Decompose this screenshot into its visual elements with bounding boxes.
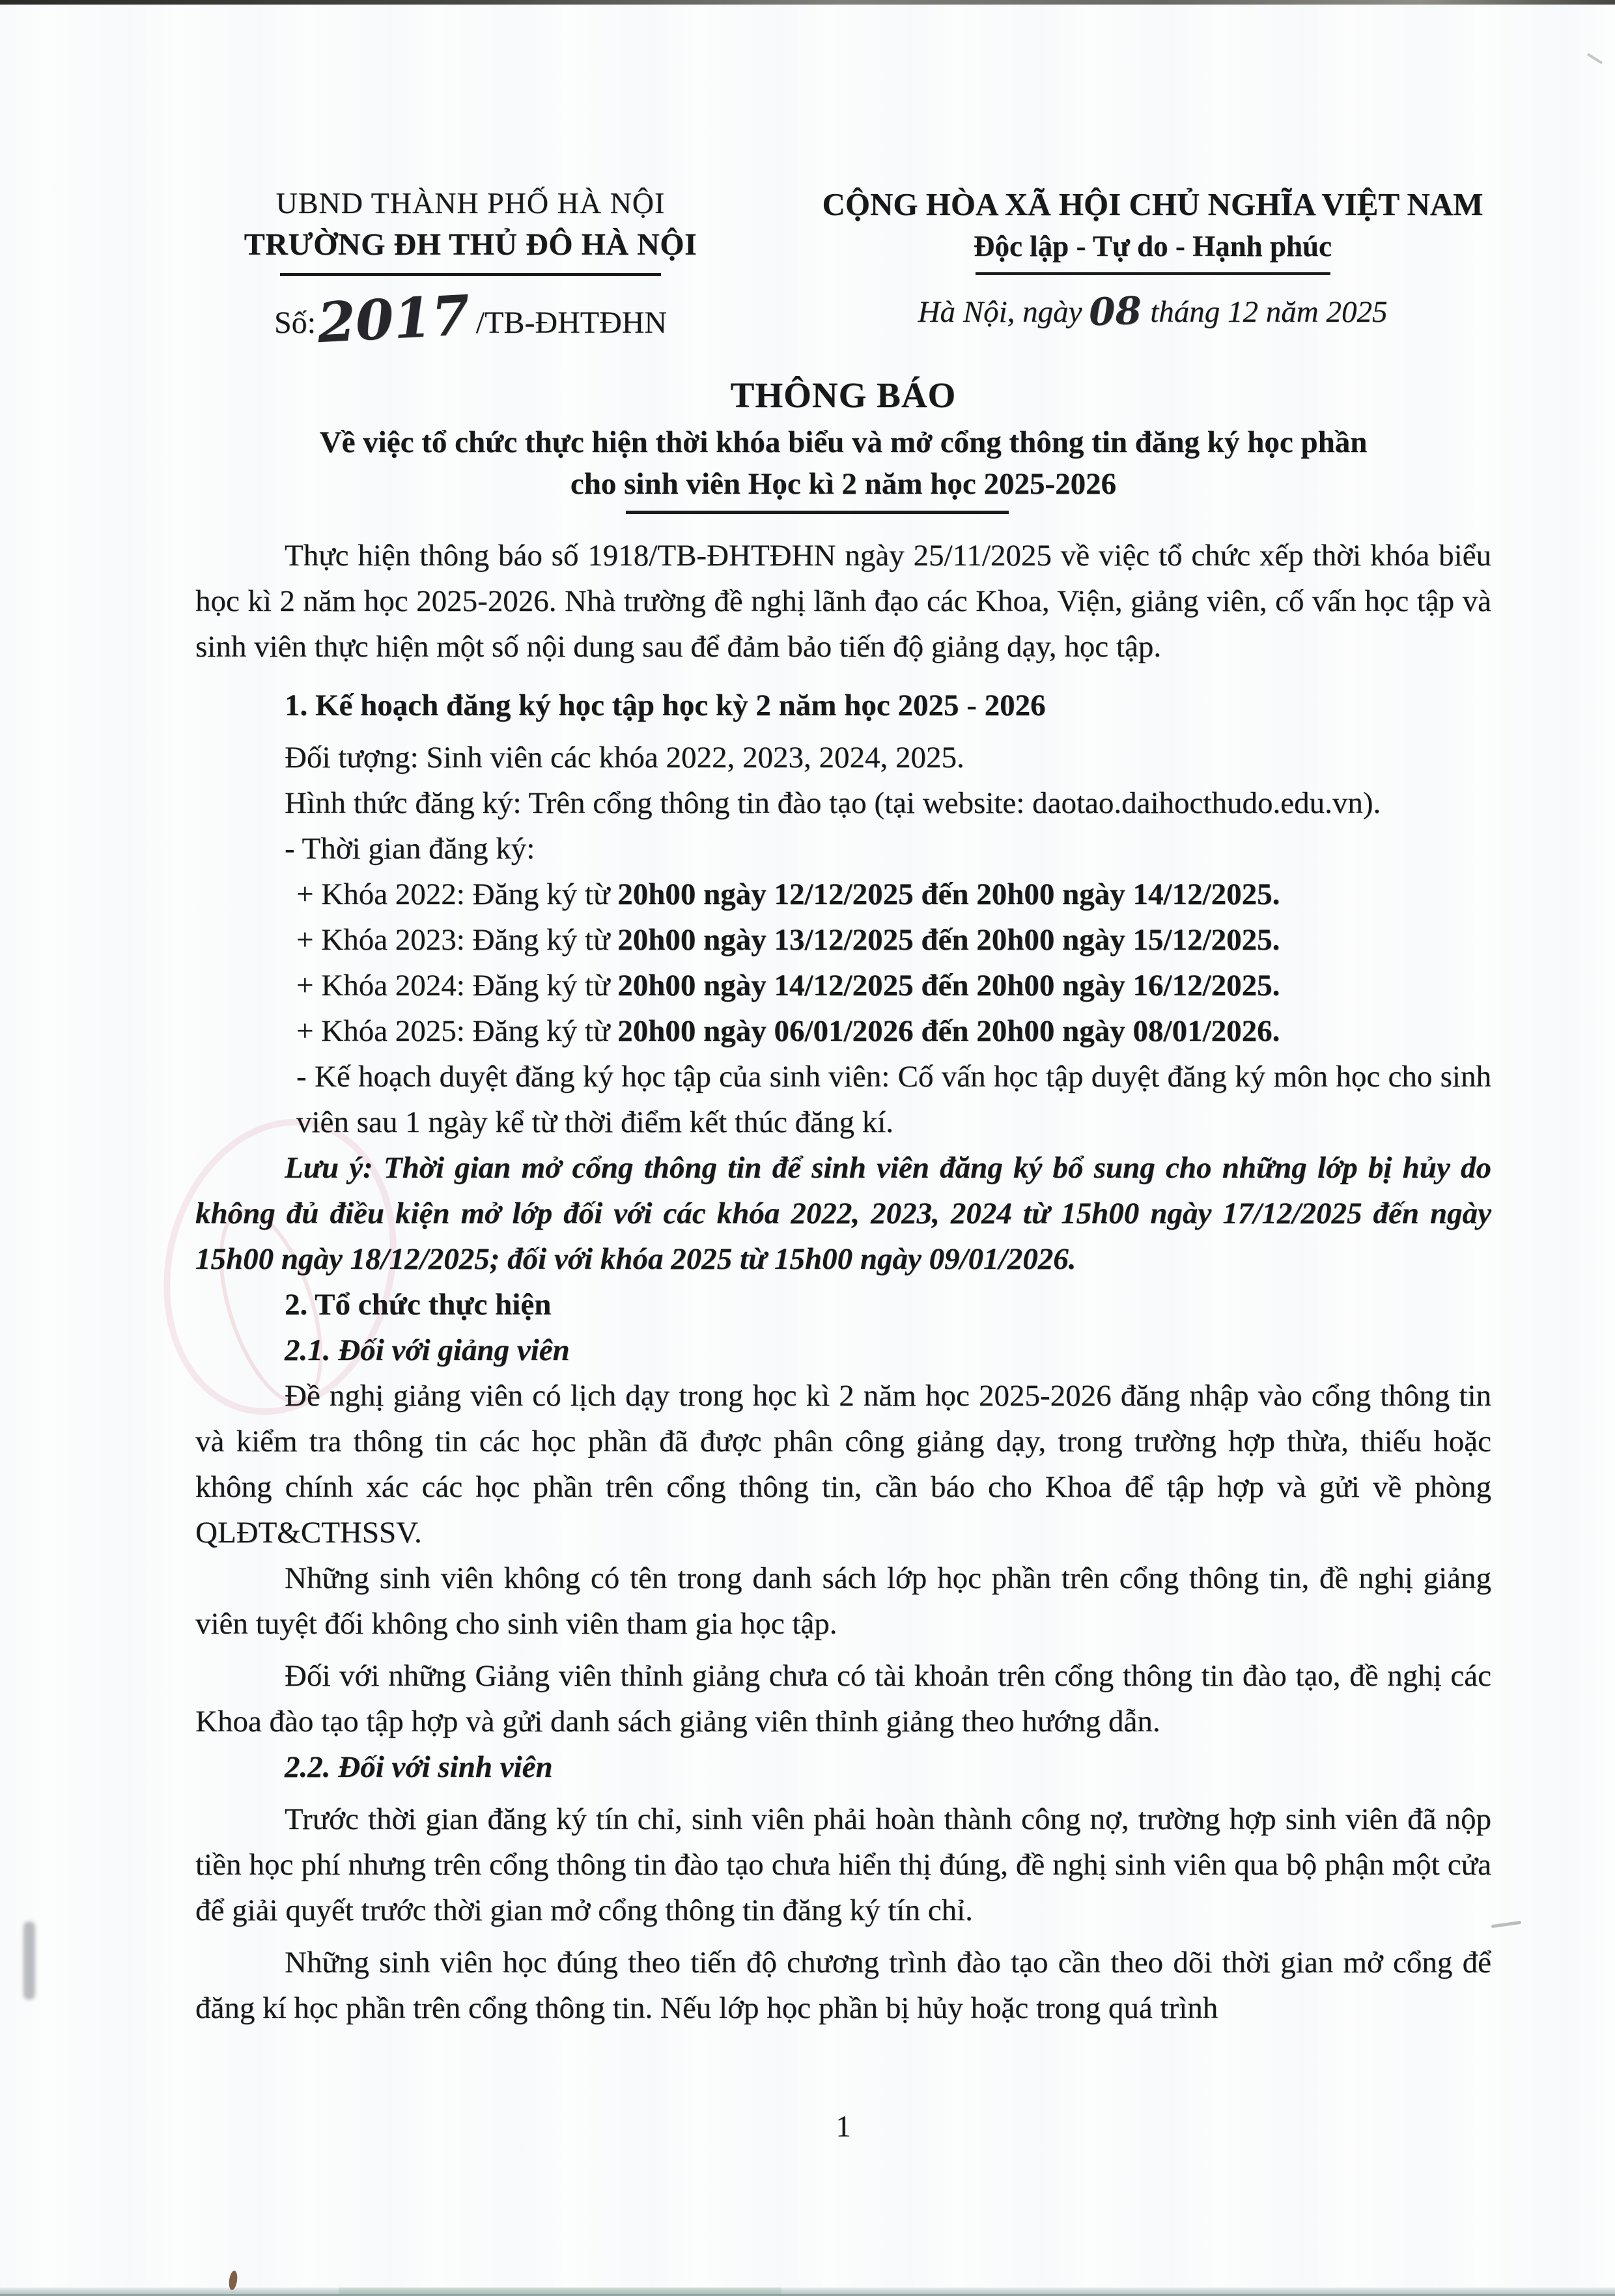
place-date-line: [794, 288, 1511, 335]
header-issuing-org: [221, 186, 720, 276]
document-subtitle-line2: cho sinh viên Học kì 2 năm học 2025-2026: [570, 467, 1117, 501]
document-title-block: [195, 375, 1491, 514]
window-dates: 20h00 ngày 13/12/2025 đến 20h00 ngày 15/12/2025.: [617, 923, 1280, 957]
section-2-heading: 2. Tổ chức thực hiện: [285, 1288, 552, 1322]
header-national-motto: [794, 186, 1511, 275]
approval-plan-paragraph: - Kế hoạch duyệt đăng ký học tập của sinh viên: Cố vấn học tập duyệt đăng ký môn học cho sinh viên sau 1 ngày kể từ thời điểm kết thúc đăng kí.: [296, 1060, 1491, 1139]
national-title: CỘNG HÒA XÃ HỘI CHỦ NGHĨA VIỆT NAM: [822, 186, 1483, 222]
scan-edge-top: [0, 0, 1615, 5]
dateline-day-handwritten: 08: [1088, 288, 1142, 335]
window-dates: 20h00 ngày 14/12/2025 đến 20h00 ngày 16/12/2025.: [617, 969, 1280, 1002]
registration-window-2023: [296, 917, 1491, 963]
window-dates: 20h00 ngày 12/12/2025 đến 20h00 ngày 14/12/2025.: [617, 877, 1280, 911]
org-underline: [280, 273, 661, 276]
org-name: TRƯỜNG ĐH THỦ ĐÔ HÀ NỘI: [244, 227, 697, 262]
section-1-heading: 1. Kế hoạch đăng ký học tập học kỳ 2 năm học 2025 - 2026: [285, 688, 1046, 722]
national-motto: Độc lập - Tự do - Hạnh phúc: [973, 230, 1332, 262]
intro-paragraph: Thực hiện thông báo số 1918/TB-ĐHTĐHN ngày 25/11/2025 về việc tổ chức xếp thời khóa biểu học kì 2 năm học 2025-2026. Nhà trường đề nghị lãnh đạo các Khoa, Viện, giảng viên, cố vấn học tập và sinh viên thực hiện một số nội dung sau để đảm bảo tiến độ giảng dạy, học tập.: [195, 539, 1491, 664]
document-number-handwritten: 2017: [315, 282, 471, 356]
pencil-tick: [1587, 53, 1603, 64]
registration-window-2024: [296, 963, 1491, 1008]
window-prefix: + Khóa 2023: Đăng ký từ: [296, 923, 618, 957]
registration-time-label: - Thời gian đăng ký:: [285, 832, 535, 866]
window-dates: 20h00 ngày 06/01/2026 đến 20h00 ngày 08/01/2026.: [617, 1014, 1280, 1048]
section-2-1-heading: 2.1. Đối với giảng viên: [285, 1333, 570, 1367]
dateline-prefix: Hà Nội, ngày: [918, 295, 1082, 329]
section-2-2-heading: 2.2. Đối với sinh viên: [285, 1750, 553, 1784]
lecturer-paragraph-1: Đề nghị giảng viên có lịch dạy trong học kì 2 năm học 2025-2026 đăng nhập vào cổng thông tin và kiểm tra thông tin các học phần đã được phân công giảng dạy, trong trường hợp thừa, thiếu hoặc không chính xác các học phần trên cổng thông tin, cần báo cho Khoa để tập hợp và gửi về phòng QLĐT&CTHSSV.: [195, 1379, 1491, 1550]
dateline-suffix: tháng 12 năm 2025: [1150, 295, 1388, 329]
document-subtitle-line1: Về việc tổ chức thực hiện thời khóa biểu và mở cổng thông tin đăng ký học phần: [319, 425, 1368, 459]
registration-window-2025: [296, 1008, 1491, 1054]
document-body: [195, 533, 1491, 2031]
document-number-suffix: /TB-ĐHTĐHN: [475, 305, 667, 340]
student-paragraph-1: Trước thời gian đăng ký tín chỉ, sinh viên phải hoàn thành công nợ, trường hợp sinh viên đã nộp tiền học phí nhưng trên cổng thông tin đào tạo chưa hiển thị đúng, đề nghị sinh viên qua bộ phận một cửa để giải quyết trước thời gian mở cổng thông tin đăng ký tín chỉ.: [195, 1802, 1491, 1927]
window-prefix: + Khóa 2025: Đăng ký từ: [296, 1014, 618, 1048]
page-number: 1: [836, 2110, 851, 2144]
student-paragraph-2: Những sinh viên học đúng theo tiến độ chương trình đào tạo cần theo dõi thời gian mở cổng để đăng kí học phần trên cổng thông tin. Nếu lớp học phần bị hủy hoặc trong quá trình: [195, 1946, 1491, 2025]
document-number-label: Số:: [274, 305, 316, 340]
pencil-mark: [1491, 1921, 1521, 1928]
registration-method-line: Hình thức đăng ký: Trên cổng thông tin đào tạo (tại website: daotao.daihocthudo.edu.vn).: [285, 786, 1381, 820]
scan-smudge-left: [23, 1921, 35, 2000]
window-prefix: + Khóa 2024: Đăng ký từ: [296, 969, 618, 1002]
window-prefix: + Khóa 2022: Đăng ký từ: [296, 877, 618, 911]
lecturer-paragraph-2: Những sinh viên không có tên trong danh sách lớp học phần trên cổng thông tin, đề nghị giảng viên tuyệt đối không cho sinh viên tham gia học tập.: [195, 1561, 1491, 1641]
note-paragraph: Lưu ý: Thời gian mở cổng thông tin để sinh viên đăng ký bổ sung cho những lớp bị hủy do không đủ điều kiện mở lớp đối với các khóa 2022, 2023, 2024 từ 15h00 ngày 17/12/2025 đến ngày 15h00 ngày 18/12/2025; đối với khóa 2025 từ 15h00 ngày 09/01/2026.: [195, 1151, 1491, 1276]
document-number-line: [221, 282, 720, 356]
motto-underline: [976, 272, 1330, 275]
org-parent-name: UBND THÀNH PHỐ HÀ NỘI: [275, 186, 666, 220]
target-audience-line: Đối tượng: Sinh viên các khóa 2022, 2023, 2024, 2025.: [285, 741, 964, 774]
document-title: THÔNG BÁO: [730, 375, 957, 415]
title-underline: [626, 511, 1009, 514]
lecturer-paragraph-3: Đối với những Giảng viên thỉnh giảng chưa có tài khoản trên cổng thông tin đào tạo, đề nghị các Khoa đào tạo tập hợp và gửi danh sách giảng viên thỉnh giảng theo hướng dẫn.: [195, 1659, 1491, 1738]
registration-window-2022: [296, 872, 1491, 917]
